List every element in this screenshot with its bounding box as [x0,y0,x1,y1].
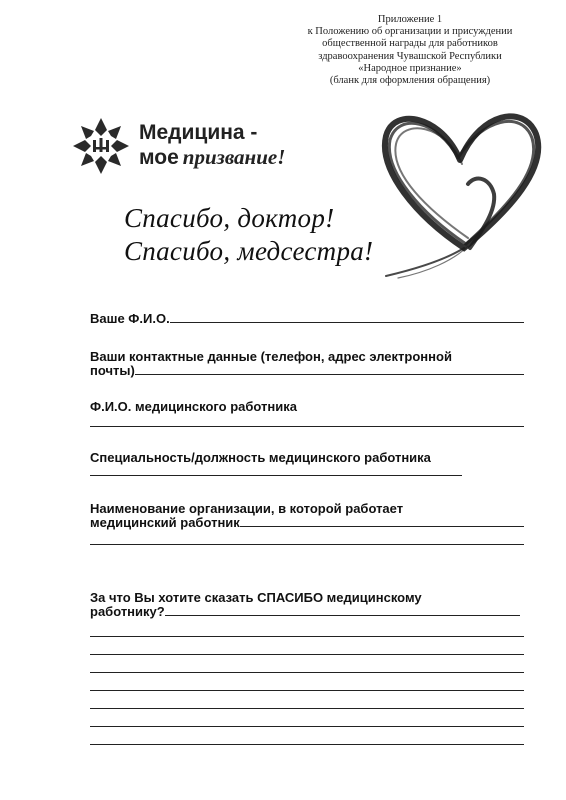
logo-line-2-plain: мое [139,146,179,169]
slogan-line-2: Спасибо, медсестра! [124,236,374,266]
position-label-row [90,445,524,465]
logo-line-1: Медицина - [139,121,258,144]
contacts-input[interactable] [135,360,524,375]
org-input[interactable] [240,512,524,527]
appendix-header [260,14,560,87]
thanks-row [90,605,524,619]
slogan-line-1: Спасибо, доктор! [124,203,335,233]
contacts-label-2: почты) [90,363,135,378]
org-input-line-2[interactable] [90,530,524,545]
worker-name-input[interactable] [90,414,524,427]
logo-line-2-script: призвание! [182,145,286,169]
appendix-line: (бланк для оформления обращения) [329,75,491,87]
appendix-line: общественной награды для работников [322,38,498,50]
appendix-line: здравоохранения Чувашской Республики [318,50,502,62]
appendix-line: Приложение 1 [377,14,443,25]
position-input[interactable] [90,465,462,476]
logo-wordmark [139,121,285,170]
appendix-line: к Положению об организации и присуждении [307,26,513,38]
name-row [90,306,524,326]
thanks-input-line[interactable] [90,619,524,637]
thanks-input[interactable] [165,601,520,616]
thanks-input-line[interactable] [90,691,524,709]
worker-name-label-row [90,394,524,414]
chuvash-star-icon [72,117,130,175]
appeal-form [90,306,524,745]
thanks-input-line[interactable] [90,655,524,673]
thanks-input-line[interactable] [90,673,524,691]
logo-line-2 [139,145,285,170]
thanks-label-1: За что Вы хотите сказать СПАСИБО медицинскому [90,590,422,605]
position-label: Специальность/должность медицинского работника [90,450,431,465]
contacts-label-1: Ваши контактные данные (телефон, адрес электронной [90,349,452,364]
org-label-1: Наименование организации, в которой работает [90,501,404,516]
thanks-input-line[interactable] [90,727,524,745]
contacts-row [90,364,524,378]
name-label: Ваше Ф.И.О. [90,311,170,326]
appendix-line: «Народное признание» [358,62,462,74]
org-label-2: медицинский работник [90,515,240,530]
slogan [124,202,373,268]
thanks-input-line[interactable] [90,709,524,727]
name-input[interactable] [170,308,524,323]
thanks-label-2: работнику? [90,604,165,619]
worker-name-label: Ф.И.О. медицинского работника [90,399,297,414]
thanks-input-line[interactable] [90,637,524,655]
heart-stroke-icon [372,98,552,280]
org-row [90,516,524,530]
